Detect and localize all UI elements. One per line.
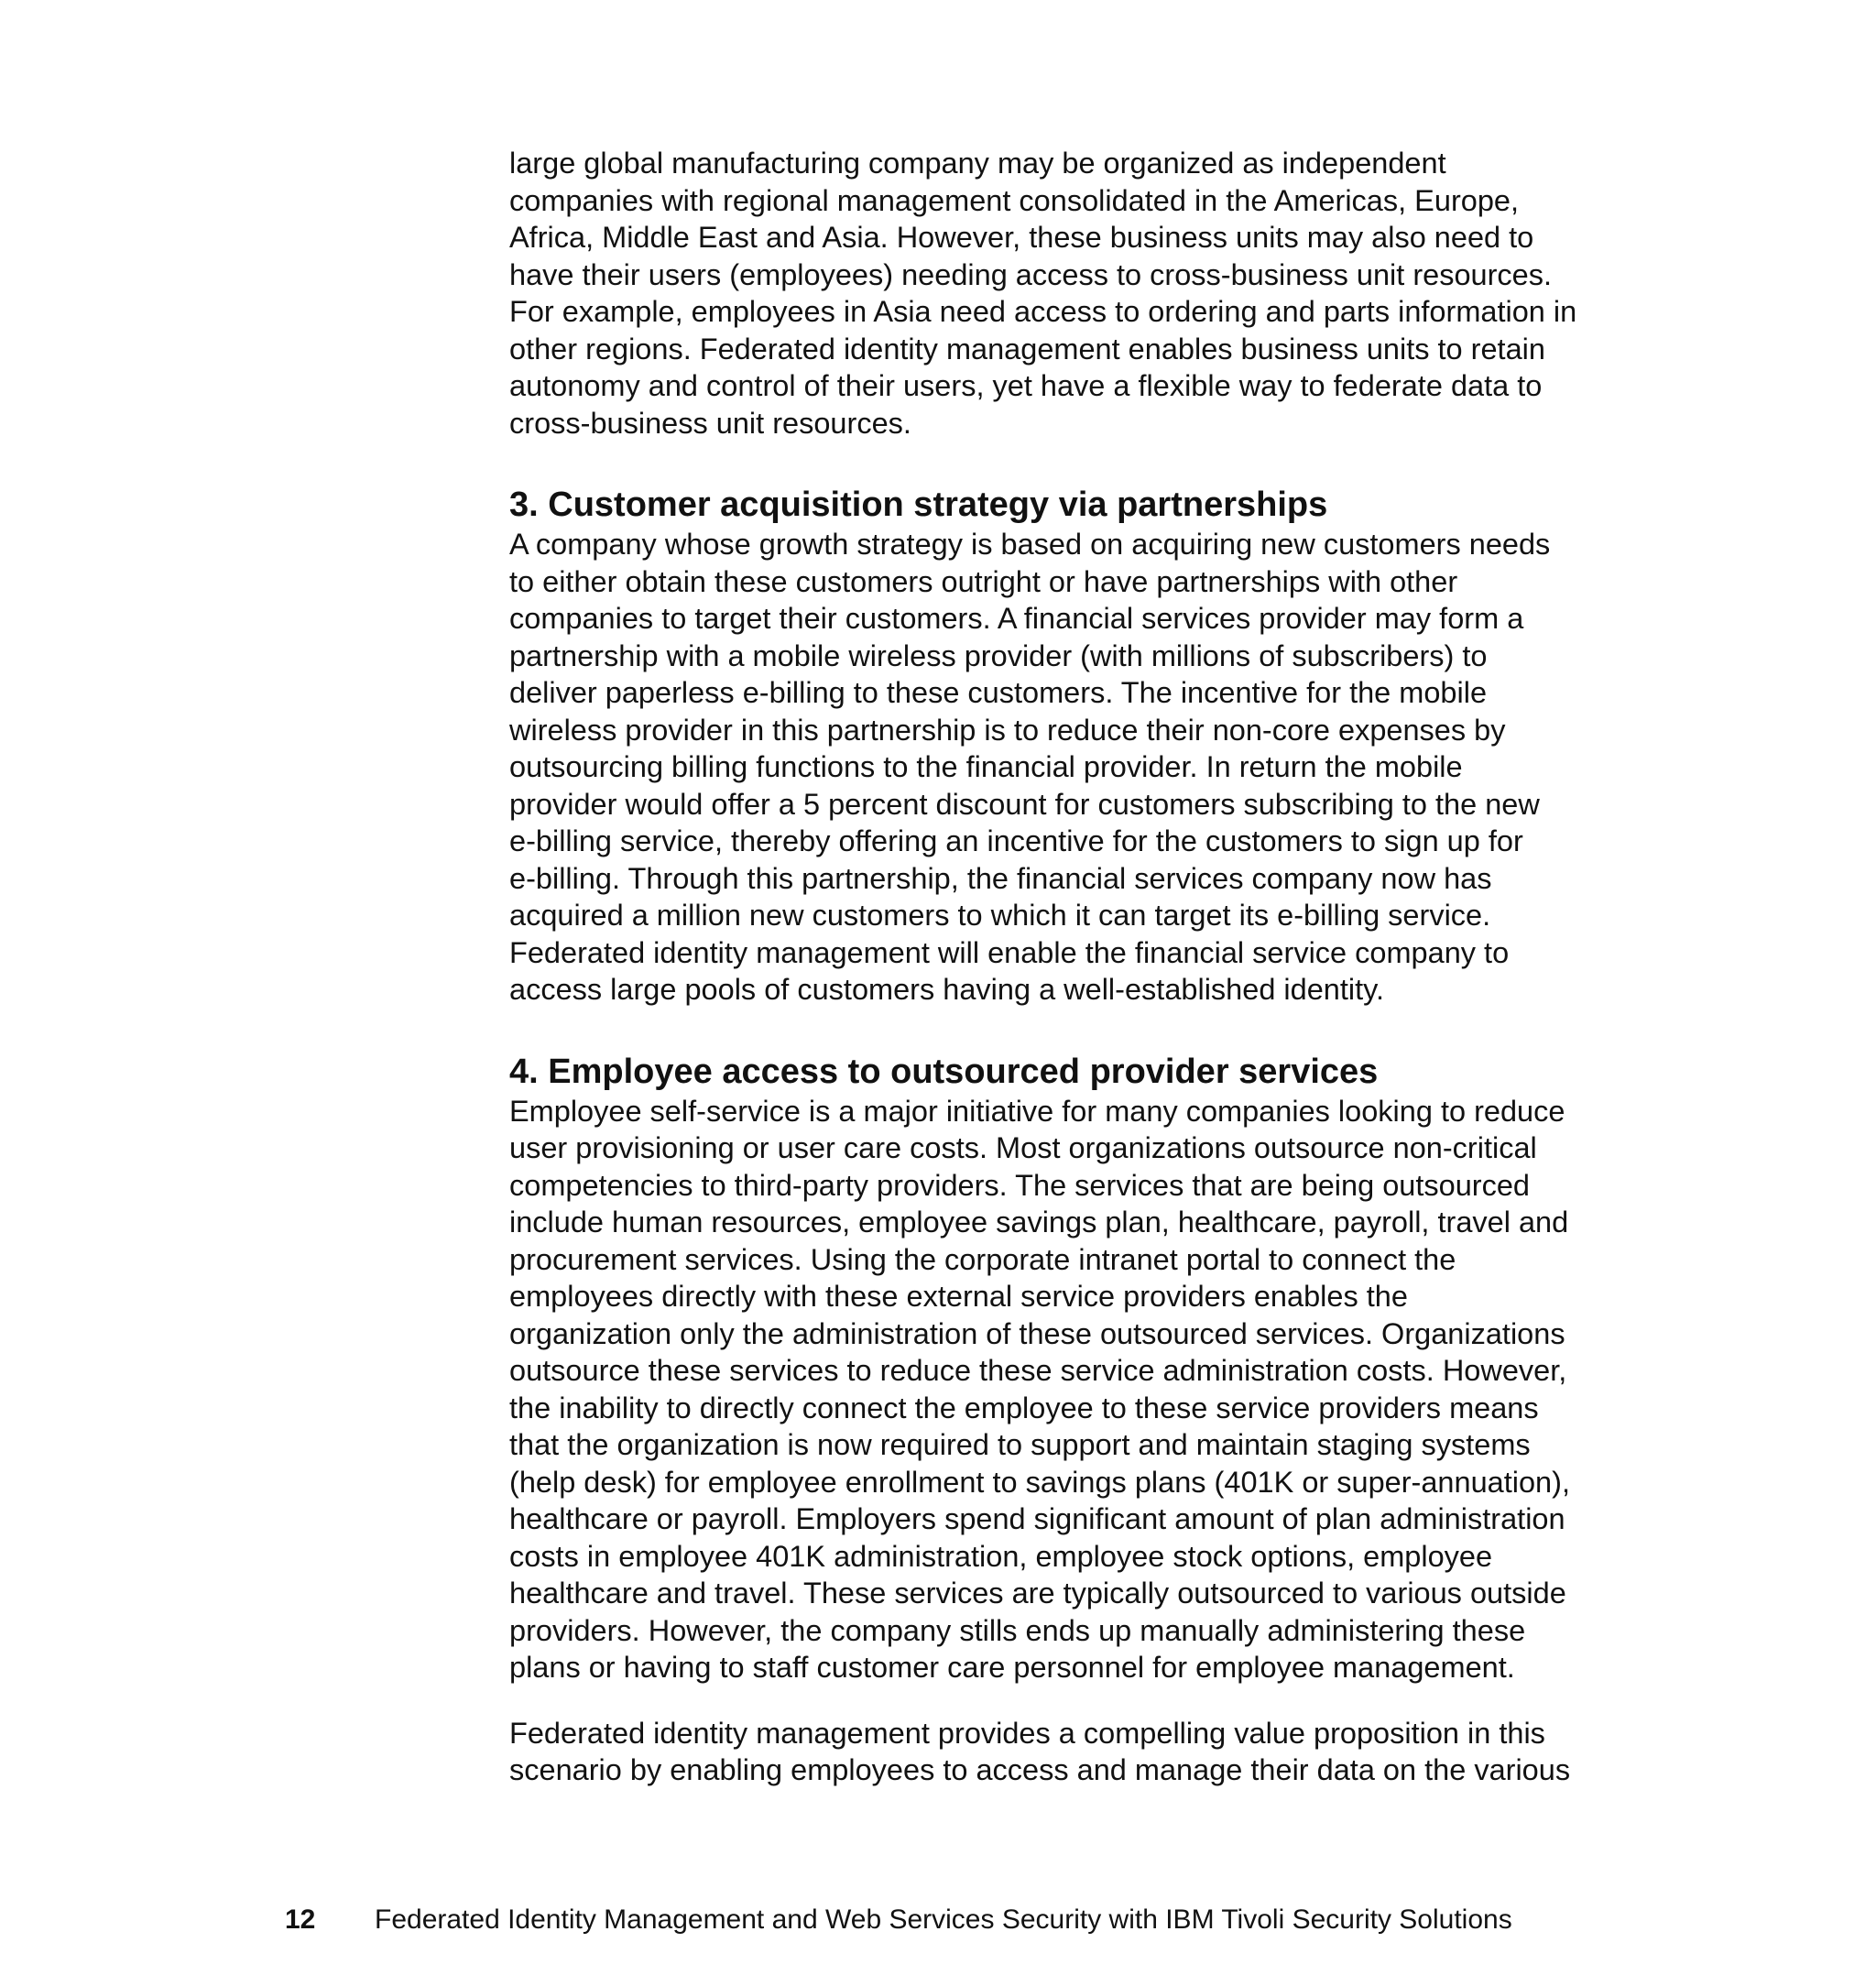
text-line: acquired a million new customers to which it can target its e-billing service. bbox=[509, 899, 1491, 932]
text-line: scenario by enabling employees to access and manage their data on the various bbox=[509, 1753, 1571, 1786]
text-line: Federated identity management will enable the financial service company to bbox=[509, 935, 1510, 969]
text-line: the inability to directly connect the employee to these service providers means bbox=[509, 1391, 1539, 1424]
text-line: access large pools of customers having a well-established identity. bbox=[509, 973, 1385, 1006]
text-line: cross-business unit resources. bbox=[509, 406, 911, 440]
text-line: Africa, Middle East and Asia. However, these business units may also need to bbox=[509, 221, 1534, 254]
text-line: e-billing service, thereby offering an incentive for the customers to sign up for bbox=[509, 824, 1523, 857]
page-number: 12 bbox=[285, 1904, 316, 1935]
text-line: Employee self-service is a major initiative for many companies looking to reduce bbox=[509, 1094, 1565, 1128]
text-line: e-billing. Through this partnership, the financial services company now has bbox=[509, 861, 1492, 895]
text-line: partnership with a mobile wireless provider (with millions of subscribers) to bbox=[509, 638, 1488, 672]
section-3-paragraph bbox=[509, 526, 1609, 1009]
page-body bbox=[509, 145, 1609, 1789]
text-line: healthcare and travel. These services are typically outsourced to various outside bbox=[509, 1577, 1566, 1610]
text-line: outsourcing billing functions to the financial provider. In return the mobile bbox=[509, 750, 1463, 783]
text-line: providers. However, the company stills ends up manually administering these bbox=[509, 1613, 1526, 1647]
text-line: competencies to third-party providers. The services that are being outsourced bbox=[509, 1168, 1530, 1202]
text-line: to either obtain these customers outright or have partnerships with other bbox=[509, 564, 1458, 598]
text-line: organization only the administration of these outsourced services. Organizations bbox=[509, 1316, 1565, 1350]
text-line: other regions. Federated identity management enables business units to retain bbox=[509, 332, 1545, 366]
section-4-heading: 4. Employee access to outsourced provider services bbox=[509, 1052, 1379, 1091]
text-line: plans or having to staff customer care personnel for employee management. bbox=[509, 1651, 1515, 1684]
section-4-paragraph-1 bbox=[509, 1093, 1609, 1686]
text-line: user provisioning or user care costs. Most organizations outsource non-critical bbox=[509, 1131, 1537, 1164]
section-4-paragraph-2 bbox=[509, 1715, 1609, 1789]
text-line: companies to target their customers. A financial services provider may form a bbox=[509, 602, 1524, 635]
text-line: provider would offer a 5 percent discount for customers subscribing to the new bbox=[509, 787, 1540, 821]
text-line: employees directly with these external service providers enables the bbox=[509, 1280, 1408, 1313]
text-line: wireless provider in this partnership is to reduce their non-core expenses by bbox=[509, 713, 1506, 747]
text-line: For example, employees in Asia need access to ordering and parts information in bbox=[509, 295, 1577, 328]
text-line: deliver paperless e-billing to these customers. The incentive for the mobile bbox=[509, 676, 1488, 709]
text-line: Federated identity management provides a compelling value proposition in this bbox=[509, 1716, 1545, 1750]
text-line: large global manufacturing company may be organized as independent bbox=[509, 147, 1446, 180]
text-line: autonomy and control of their users, yet have a flexible way to federate data to bbox=[509, 369, 1543, 402]
text-line: outsource these services to reduce these service administration costs. However, bbox=[509, 1354, 1567, 1387]
text-line: (help desk) for employee enrollment to savings plans (401K or super-annuation), bbox=[509, 1465, 1570, 1499]
text-line: healthcare or payroll. Employers spend significant amount of plan administration bbox=[509, 1502, 1565, 1535]
text-line: have their users (employees) needing access to cross-business unit resources. bbox=[509, 257, 1553, 291]
text-line: procurement services. Using the corporate intranet portal to connect the bbox=[509, 1242, 1456, 1276]
text-line: companies with regional management consolidated in the Americas, Europe, bbox=[509, 183, 1520, 217]
text-line: A company whose growth strategy is based on acquiring new customers needs bbox=[509, 528, 1551, 561]
page-footer bbox=[0, 1897, 1876, 1943]
book-title: Federated Identity Management and Web Services Security with IBM Tivoli Security Solutions bbox=[375, 1904, 1512, 1935]
text-line: that the organization is now required to support and maintain staging systems bbox=[509, 1428, 1531, 1461]
section-3-heading: 3. Customer acquisition strategy via partnerships bbox=[509, 486, 1328, 524]
text-line: include human resources, employee savings plan, healthcare, payroll, travel and bbox=[509, 1206, 1569, 1239]
intro-paragraph bbox=[509, 145, 1609, 442]
text-line: costs in employee 401K administration, employee stock options, employee bbox=[509, 1539, 1493, 1573]
